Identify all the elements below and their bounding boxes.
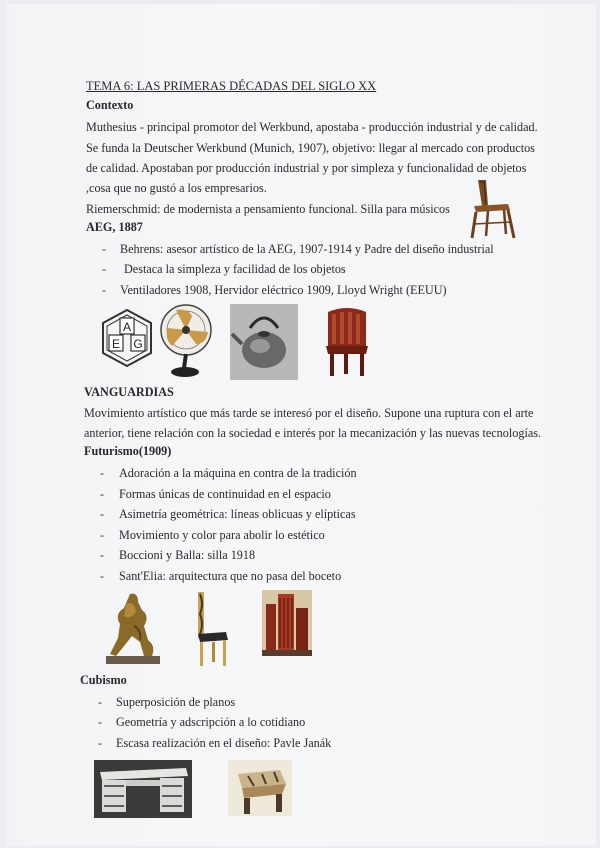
futurismo-item: Sant'Elia: arquitectura que no pasa del boceto [119, 569, 342, 583]
aeg-item: Ventiladores 1908, Hervidor eléctrico 1909, Lloyd Wright (EEUU) [120, 283, 447, 297]
bullet-dash: - [100, 507, 104, 521]
bullet-dash: - [102, 283, 106, 297]
contexto-line: Se funda la Deutscher Werkbund (Munich, 1907), objetivo: llegar al mercado con productos [86, 141, 535, 155]
cubismo-item: Escasa realización en el diseño: Pavle Janák [116, 736, 332, 750]
bullet-dash: - [100, 569, 104, 583]
bullet-dash: - [98, 715, 102, 729]
aeg-logo-image [100, 308, 154, 368]
section-heading-aeg: AEG, 1887 [86, 220, 143, 234]
bullet-dash: - [98, 736, 102, 750]
aeg-item: Destaca la simpleza y facilidad de los objetos [124, 262, 346, 276]
futurismo-item: Boccioni y Balla: silla 1918 [119, 548, 256, 562]
santelia-sketch-image [262, 590, 312, 656]
document-page [6, 4, 596, 846]
contexto-line: de calidad. Apostaban por producción industrial y por simpleza y funcionalidad de objetos [86, 161, 527, 175]
aeg-logo-letter: E [111, 337, 121, 351]
contexto-line: ,cosa que no gustó a los empresarios. [86, 181, 267, 195]
futurismo-item: Formas únicas de continuidad en el espacio [119, 487, 331, 501]
bullet-dash: - [100, 466, 104, 480]
fan-image [158, 302, 216, 380]
wright-barrel-chair-image [322, 306, 372, 378]
section-heading-futurismo: Futurismo(1909) [84, 444, 172, 458]
riemerschmid-chair-image [464, 176, 520, 240]
vanguardias-line: anterior, tiene relación con la sociedad e interés por la mecanización y las nuevas tecnologías. [84, 426, 542, 440]
cubismo-item: Geometría y adscripción a lo cotidiano [116, 715, 306, 729]
aeg-item: Behrens: asesor artístico de la AEG, 1907-1914 y Padre del diseño industrial [120, 242, 494, 256]
cubist-chair-image [228, 760, 292, 816]
janak-desk-image [94, 760, 192, 818]
aeg-logo-letter: G [133, 337, 143, 351]
bullet-dash: - [102, 262, 106, 276]
boccioni-sculpture-image [104, 590, 162, 666]
contexto-line: Riemerschmid: de modernista a pensamiento funcional. Silla para músicos [86, 202, 450, 216]
contexto-line: Muthesius - principal promotor del Werkbund, apostaba - producción industrial y de calidad. [86, 120, 538, 134]
vanguardias-line: Movimiento artístico que más tarde se interesó por el diseño. Supone una ruptura con el arte [84, 406, 534, 420]
section-heading-cubismo: Cubismo [80, 673, 127, 687]
bullet-dash: - [98, 695, 102, 709]
kettle-image [230, 304, 298, 380]
bullet-dash: - [100, 528, 104, 542]
bullet-dash: - [102, 242, 106, 256]
futurismo-item: Movimiento y color para abolir lo estético [119, 528, 325, 542]
page-title: TEMA 6: LAS PRIMERAS DÉCADAS DEL SIGLO XX [86, 79, 377, 93]
section-heading-vanguardias: VANGUARDIAS [84, 385, 174, 399]
bullet-dash: - [100, 548, 104, 562]
balla-chair-image [192, 590, 232, 668]
futurismo-item: Adoración a la máquina en contra de la tradición [119, 466, 357, 480]
bullet-dash: - [100, 487, 104, 501]
section-heading-contexto: Contexto [86, 98, 134, 112]
aeg-logo-letter: A [122, 320, 132, 334]
cubismo-item: Superposición de planos [116, 695, 236, 709]
futurismo-item: Asimetría geométrica: líneas oblicuas y elípticas [119, 507, 356, 521]
